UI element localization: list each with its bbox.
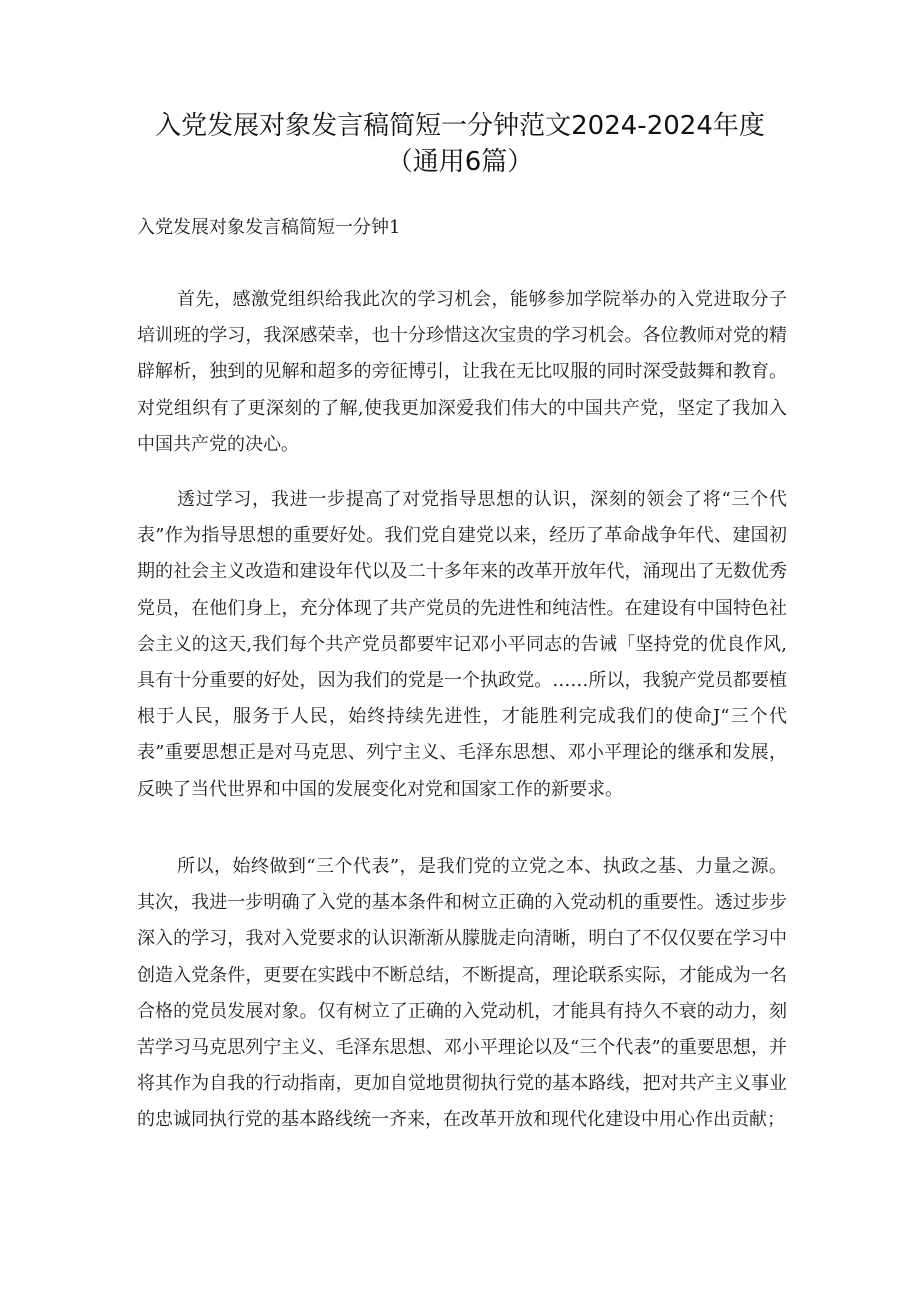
paragraph-3-block xyxy=(137,849,787,1139)
title-line-2: （通用6篇） xyxy=(386,147,534,177)
paragraph-1: 首先，感激党组织给我此次的学习机会，能够参加学院举办的入党进取分子培训班的学习，我深感荣幸，也十分珍惜这次宝贵的学习机会。各位教师对党的精辟解析，独到的见解和超多的旁征博引，让我在无比叹服的同时深受鼓舞和教育。对党组织有了更深刻的了解,使我更加深爱我们伟大的中国共产党，坚定了我加入中国共产党的决心。 xyxy=(137,289,787,455)
paragraph-2-block xyxy=(137,482,787,808)
paragraph-2: 透过学习，我进一步提高了对党指导思想的认识，深刻的领会了将“三个代表”作为指导思想的重要好处。我们党自建党以来，经历了革命战争年代、建国初期的社会主义改造和建设年代以及二十多年来的改革开放年代，涌现出了无数优秀党员，在他们身上，充分体现了共产党员的先进性和纯洁性。在建设有中国特色社会主义的这天,我们每个共产党员都要牢记邓小平同志的告诫「坚持党的优良作风,具有十分重要的好处，因为我们的党是一个执政党。……所以，我貌产党员都要植根于人民，服务于人民，始终持续先进性，才能胜利完成我们的使命J“三个代表”重要思想正是对马克思、列宁主义、毛泽东思想、邓小平理论的继承和发展，反映了当代世界和中国的发展变化对党和国家工作的新要求。 xyxy=(137,489,787,800)
paragraph-3: 所以，始终做到“三个代表”，是我们党的立党之本、执政之基、力量之源。其次，我进一步明确了入党的基本条件和树立正确的入党动机的重要性。透过步步深入的学习，我对入党要求的认识渐渐从朦胧走向清晰，明白了不仅仅要在学习中创造入党条件，更要在实践中不断总结，不断提高，理论联系实际，才能成为一名合格的党员发展对象。仅有树立了正确的入党动机，才能具有持久不衰的动力，刻苦学习马克思列宁主义、毛泽东思想、邓小平理论以及“三个代表”的重要思想，并将其作为自我的行动指南，更加自觉地贯彻执行党的基本路线，把对共产主义事业的忠诚同执行党的基本路线统一齐来，在改革开放和现代化建设中用心作出贡献； xyxy=(137,856,787,1131)
paragraph-1-block xyxy=(137,282,787,463)
document-title xyxy=(100,108,820,180)
section-heading: 入党发展对象发言稿简短一分钟1 xyxy=(137,217,401,238)
title-line-1: 入党发展对象发言稿简短一分钟范文2024-2024年度 xyxy=(155,111,765,141)
